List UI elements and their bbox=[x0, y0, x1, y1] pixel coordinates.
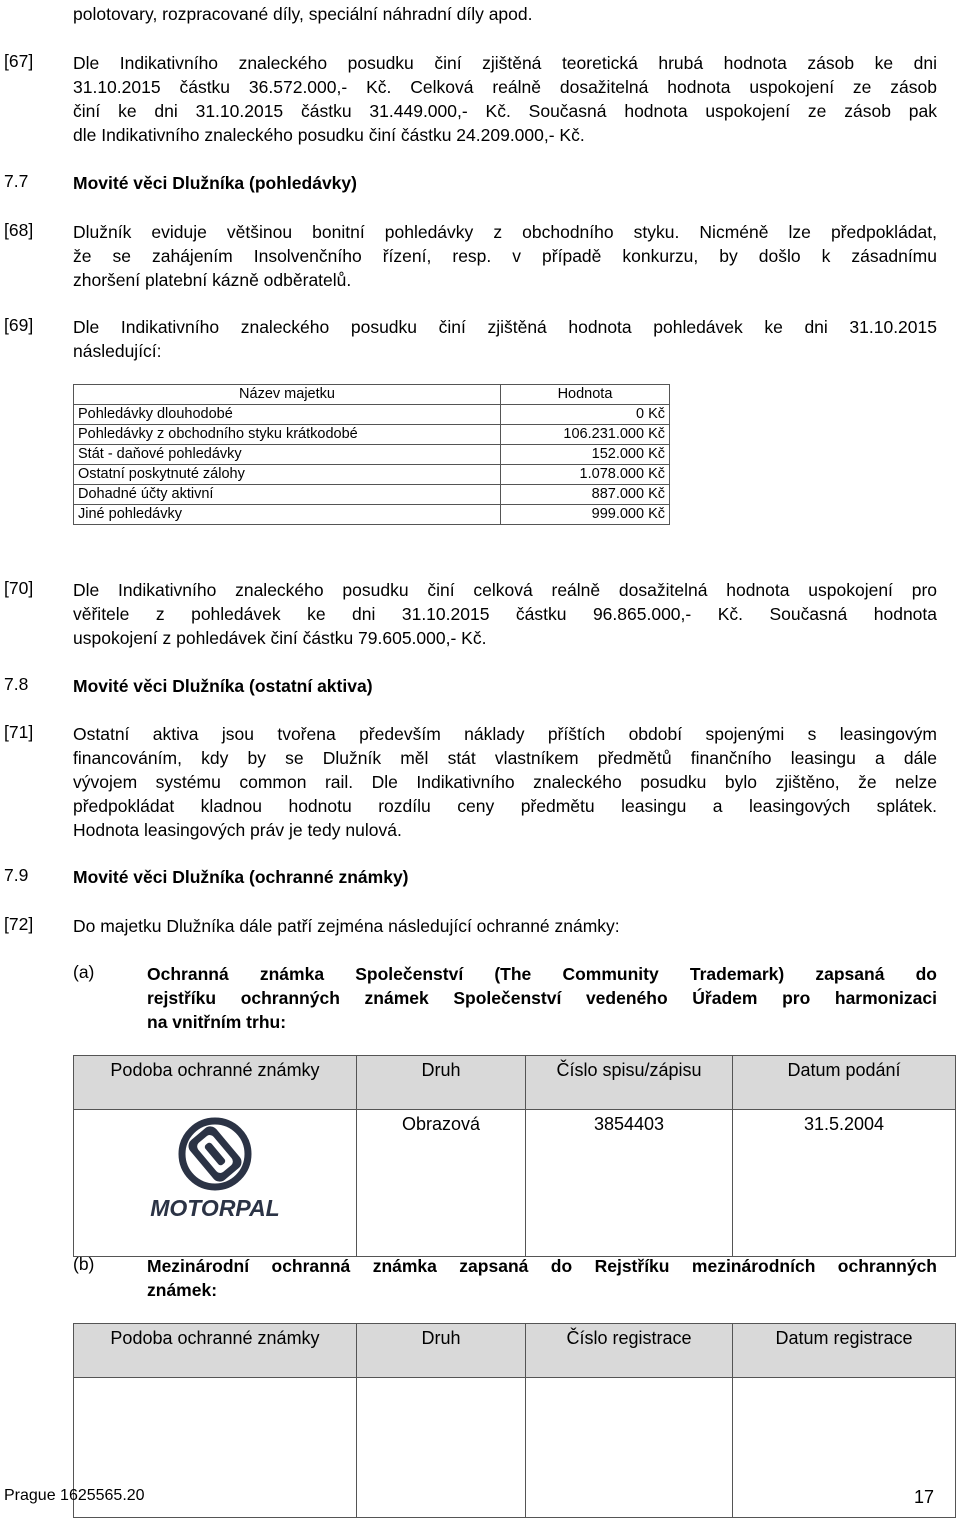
paragraph-69 bbox=[73, 315, 937, 363]
paragraph-68 bbox=[73, 220, 937, 292]
column-header: Číslo spisu/zápisu bbox=[526, 1056, 733, 1110]
asset-value: 152.000 Kč bbox=[501, 445, 670, 465]
paragraph-number: [70] bbox=[4, 578, 34, 598]
paragraph-line: předpokládat kladnou hodnotu rozdílu ceny předmětu leasingu a leasingových splátek. bbox=[73, 796, 937, 816]
paragraph-70 bbox=[73, 578, 937, 650]
footer-document-id: Prague 1625565.20 bbox=[4, 1487, 145, 1504]
paragraph-line: Dle Indikativního znaleckého posudku činí zjištěná teoretická hrubá hodnota zásob ke dni bbox=[73, 53, 937, 73]
column-header: Druh bbox=[357, 1056, 526, 1110]
table-row bbox=[74, 405, 670, 425]
item-label: (b) bbox=[73, 1254, 95, 1274]
item-line: na vnitřním trhu: bbox=[147, 1012, 287, 1032]
motorpal-logo bbox=[135, 1114, 295, 1224]
item-label: (a) bbox=[73, 962, 95, 982]
paragraph-line: že se zahájením Insolvenčního řízení, resp. v případě konkurzu, by došlo k zásadnímu bbox=[73, 246, 937, 266]
trademark-table-a bbox=[73, 1055, 956, 1257]
paragraph-line: uspokojení z pohledávek činí částku 79.605.000,- Kč. bbox=[73, 628, 487, 648]
asset-value: 999.000 Kč bbox=[501, 505, 670, 525]
item-line: rejstříku ochranných známek Společenství vedeného Úřadem pro harmonizaci bbox=[147, 988, 937, 1008]
paragraph-line: vývojem systému common rail. Dle Indikativního znaleckého posudku bylo zjištěno, že nelze bbox=[73, 772, 937, 792]
paragraph-number: [72] bbox=[4, 914, 34, 934]
section-heading: Movité věci Dlužníka (ochranné známky) bbox=[73, 867, 409, 887]
paragraph-72: Do majetku Dlužníka dále patří zejména následující ochranné známky: bbox=[73, 916, 620, 936]
asset-value: 106.231.000 Kč bbox=[501, 425, 670, 445]
asset-name: Pohledávky z obchodního styku krátkodobé bbox=[74, 425, 501, 445]
trademark-type: Obrazová bbox=[357, 1110, 526, 1257]
item-line: Mezinárodní ochranná známka zapsaná do Rejstříku mezinárodních ochranných bbox=[147, 1256, 937, 1276]
paragraph-line: Dle Indikativního znaleckého posudku činí zjištěná hodnota pohledávek ke dni 31.10.2015 bbox=[73, 317, 937, 337]
trademark-date: 31.5.2004 bbox=[733, 1110, 956, 1257]
section-heading: Movité věci Dlužníka (ostatní aktiva) bbox=[73, 676, 373, 696]
item-a-text bbox=[147, 962, 937, 1034]
section-number: 7.7 bbox=[4, 171, 29, 191]
paragraph-line: činí ke dni 31.10.2015 částku 31.449.000,- Kč. Současná hodnota uspokojení ze zásob pak bbox=[73, 101, 937, 121]
table-row bbox=[74, 425, 670, 445]
item-line: známek: bbox=[147, 1280, 218, 1300]
column-header: Hodnota bbox=[501, 385, 670, 405]
column-header: Číslo registrace bbox=[526, 1324, 733, 1378]
trademark-number bbox=[526, 1378, 733, 1518]
asset-name: Pohledávky dlouhodobé bbox=[74, 405, 501, 425]
trademark-number: 3854403 bbox=[526, 1110, 733, 1257]
item-b-text bbox=[147, 1254, 937, 1302]
paragraph-line: Dlužník eviduje většinou bonitní pohledávky z obchodního styku. Nicméně lze předpokládat, bbox=[73, 222, 937, 242]
paragraph-line: Ostatní aktiva jsou tvořena především náklady příštích období spojenými s leasingovým bbox=[73, 724, 937, 744]
section-number: 7.8 bbox=[4, 674, 29, 694]
column-header: Datum registrace bbox=[733, 1324, 956, 1378]
paragraph-line: věřitele z pohledávek ke dni 31.10.2015 částku 96.865.000,- Kč. Současná hodnota bbox=[73, 604, 937, 624]
column-header: Datum podání bbox=[733, 1056, 956, 1110]
paragraph-line: Dle Indikativního znaleckého posudku činí celková reálně dosažitelná hodnota uspokojení pro bbox=[73, 580, 937, 600]
asset-name: Jiné pohledávky bbox=[74, 505, 501, 525]
motorpal-emblem-icon bbox=[182, 1121, 248, 1187]
section-number: 7.9 bbox=[4, 865, 29, 885]
trademark-type bbox=[357, 1378, 526, 1518]
continued-text: polotovary, rozpracované díly, speciální náhradní díly apod. bbox=[73, 4, 533, 24]
asset-value: 0 Kč bbox=[501, 405, 670, 425]
paragraph-line: Hodnota leasingových práv je tedy nulová. bbox=[73, 820, 402, 840]
paragraph-67 bbox=[73, 51, 937, 147]
paragraph-71 bbox=[73, 722, 937, 842]
item-line: Ochranná známka Společenství (The Community Trademark) zapsaná do bbox=[147, 964, 937, 984]
table-row bbox=[74, 1378, 956, 1518]
paragraph-line: následující: bbox=[73, 341, 162, 361]
column-header: Název majetku bbox=[74, 385, 501, 405]
page-number: 17 bbox=[914, 1487, 935, 1507]
table-row bbox=[74, 465, 670, 485]
table-row bbox=[74, 485, 670, 505]
asset-name: Ostatní poskytnuté zálohy bbox=[74, 465, 501, 485]
paragraph-line: zhoršení platební kázně odběratelů. bbox=[73, 270, 352, 290]
trademark-table-b bbox=[73, 1323, 956, 1518]
paragraph-number: [71] bbox=[4, 722, 34, 742]
paragraph-line: dle Indikativního znaleckého posudku činí částku 24.209.000,- Kč. bbox=[73, 125, 585, 145]
asset-value: 887.000 Kč bbox=[501, 485, 670, 505]
table-row bbox=[74, 505, 670, 525]
trademark-logo-cell bbox=[74, 1110, 357, 1257]
asset-name: Stát - daňové pohledávky bbox=[74, 445, 501, 465]
paragraph-number: [68] bbox=[4, 220, 34, 240]
paragraph-number: [67] bbox=[4, 51, 34, 71]
asset-value: 1.078.000 Kč bbox=[501, 465, 670, 485]
section-heading: Movité věci Dlužníka (pohledávky) bbox=[73, 173, 357, 193]
asset-name: Dohadné účty aktivní bbox=[74, 485, 501, 505]
column-header: Podoba ochranné známky bbox=[74, 1324, 357, 1378]
table-row bbox=[74, 445, 670, 465]
column-header: Druh bbox=[357, 1324, 526, 1378]
column-header: Podoba ochranné známky bbox=[74, 1056, 357, 1110]
motorpal-logo-text: MOTORPAL bbox=[150, 1195, 280, 1221]
paragraph-number: [69] bbox=[4, 315, 34, 335]
table-row bbox=[74, 1110, 956, 1257]
paragraph-line: 31.10.2015 částku 36.572.000,- Kč. Celková reálně dosažitelná hodnota uspokojení ze zásob bbox=[73, 77, 937, 97]
paragraph-line: financováním, kdy by se Dlužník měl stát vlastníkem předmětů finančního leasingu a dále bbox=[73, 748, 937, 768]
receivables-table bbox=[73, 384, 670, 525]
